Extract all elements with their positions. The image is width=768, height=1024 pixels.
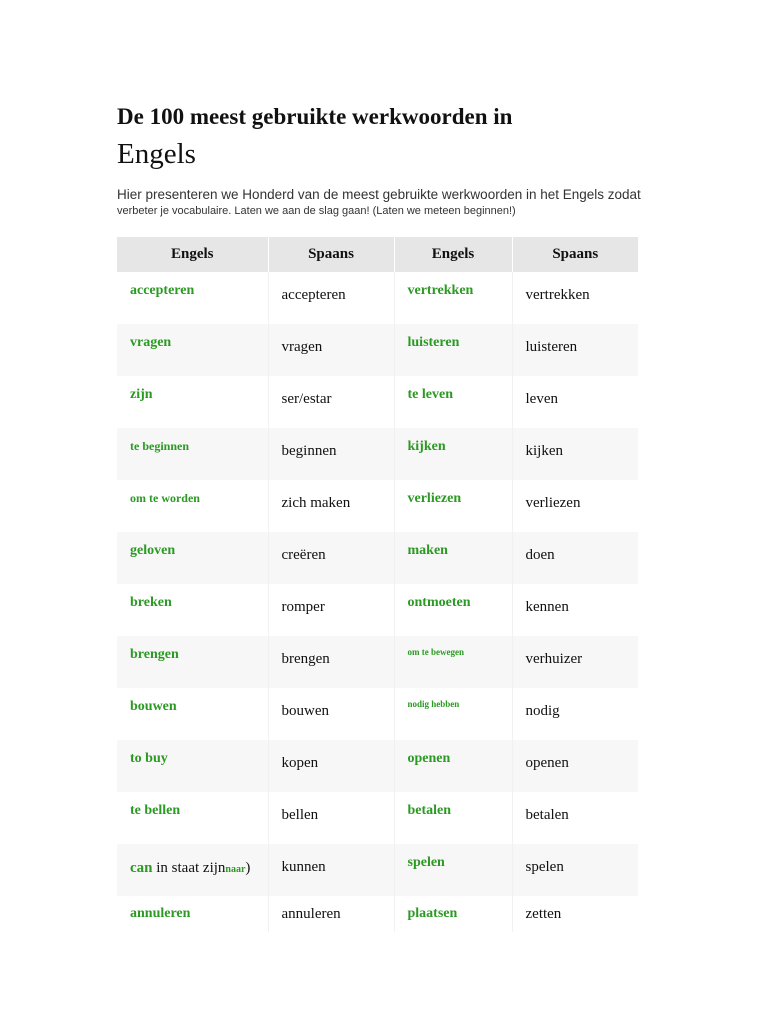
translation: ser/estar [281, 391, 332, 407]
table-cell [512, 740, 638, 792]
english-verb: nodig hebben [407, 699, 460, 709]
english-verb-close-paren: ) [245, 860, 251, 876]
table-cell [394, 324, 512, 376]
table-cell [117, 792, 268, 844]
translation: luisteren [525, 339, 578, 355]
table-row [117, 376, 638, 428]
table-cell [268, 636, 394, 688]
table-cell [394, 896, 512, 932]
english-verb: to buy [130, 751, 168, 766]
english-verb: te beginnen [130, 439, 190, 453]
table-cell [394, 740, 512, 792]
translation: brengen [281, 651, 330, 667]
english-verb: luisteren [407, 335, 460, 350]
table-cell [268, 792, 394, 844]
english-verb-mixed [130, 844, 268, 877]
table-cell [394, 844, 512, 896]
translation: betalen [525, 807, 569, 823]
english-verb: zijn [130, 387, 153, 402]
table-cell [117, 636, 268, 688]
intro-line-2: verbeter je vocabulaire. Laten we aan de slag gaan! (Laten we meteen beginnen!) [117, 205, 516, 217]
translation: kennen [525, 599, 569, 615]
translation: spelen [525, 859, 564, 875]
english-verb: te bellen [130, 803, 181, 818]
document-page [117, 100, 641, 932]
table-cell [117, 844, 268, 896]
translation: annuleren [281, 906, 341, 922]
table-row [117, 532, 638, 584]
english-verb: spelen [407, 855, 445, 870]
table-header-row [117, 237, 638, 272]
table-cell [512, 324, 638, 376]
table-cell [394, 636, 512, 688]
table-cell [268, 272, 394, 324]
translation: creëren [281, 547, 326, 563]
table-cell [512, 272, 638, 324]
translation: zetten [525, 906, 562, 922]
translation: beginnen [281, 443, 337, 459]
translation: nodig [525, 703, 560, 719]
column-header-english: Engels [117, 237, 268, 272]
translation: vragen [281, 339, 323, 355]
table-cell [268, 324, 394, 376]
english-verb: maken [407, 543, 448, 558]
table-cell [268, 532, 394, 584]
table-cell [117, 376, 268, 428]
intro-line-1: Hier presenteren we Honderd van de meest gebruikte werkwoorden in het Engels zodat [117, 187, 641, 202]
translation: verliezen [525, 495, 581, 511]
table-row [117, 480, 638, 532]
english-verb: breken [130, 595, 172, 610]
table-cell [512, 428, 638, 480]
table-cell [512, 532, 638, 584]
english-verb: te leven [407, 387, 453, 402]
translation: bellen [281, 807, 319, 823]
table-cell [268, 480, 394, 532]
table-cell [117, 324, 268, 376]
table-cell [117, 428, 268, 480]
table-cell [394, 584, 512, 636]
english-verb: annuleren [130, 906, 191, 921]
page-title: De 100 meest gebruikte werkwoorden in [117, 104, 513, 129]
table-cell [394, 428, 512, 480]
table-cell [512, 792, 638, 844]
column-header-spanish: Spaans [512, 237, 638, 272]
table-cell [268, 428, 394, 480]
translation: kijken [525, 443, 563, 459]
table-cell [512, 584, 638, 636]
table-cell [117, 480, 268, 532]
table-row [117, 792, 638, 844]
table-cell [117, 740, 268, 792]
english-verb: om te worden [130, 491, 200, 505]
intro-paragraph [117, 186, 641, 220]
verb-table [117, 237, 638, 932]
english-verb: plaatsen [407, 906, 458, 921]
column-header-english: Engels [394, 237, 512, 272]
english-verb: accepteren [130, 283, 195, 298]
table-cell [512, 636, 638, 688]
table-cell [512, 896, 638, 932]
table-cell [117, 272, 268, 324]
table-row [117, 428, 638, 480]
table-row [117, 688, 638, 740]
table-cell [268, 584, 394, 636]
english-verb-can: can [130, 860, 153, 876]
translation: openen [525, 755, 569, 771]
english-verb: openen [407, 751, 451, 766]
table-cell [117, 896, 268, 932]
table-row [117, 896, 638, 932]
table-cell [512, 376, 638, 428]
english-verb: bouwen [130, 699, 177, 714]
table-cell [268, 376, 394, 428]
column-header-spanish: Spaans [268, 237, 394, 272]
table-cell [394, 376, 512, 428]
english-verb: ontmoeten [407, 595, 471, 610]
english-verb: geloven [130, 543, 176, 558]
english-verb: vertrekken [407, 283, 474, 298]
table-cell [394, 272, 512, 324]
translation: vertrekken [525, 287, 590, 303]
table-cell [268, 688, 394, 740]
english-verb-note: in staat zijn [152, 860, 226, 876]
english-verb-naar: naar [225, 864, 246, 875]
table-cell [268, 844, 394, 896]
table-cell [268, 740, 394, 792]
table-cell [512, 480, 638, 532]
translation: verhuizer [525, 651, 583, 667]
table-cell [394, 532, 512, 584]
translation: romper [281, 599, 325, 615]
english-verb: verliezen [407, 491, 462, 506]
table-row [117, 636, 638, 688]
table-row [117, 584, 638, 636]
table-row [117, 740, 638, 792]
table-cell [512, 688, 638, 740]
table-cell [394, 480, 512, 532]
english-verb: kijken [407, 439, 446, 454]
table-cell [117, 584, 268, 636]
table-cell [394, 688, 512, 740]
english-verb: vragen [130, 335, 172, 350]
english-verb: betalen [407, 803, 452, 818]
translation: accepteren [281, 287, 346, 303]
translation: kopen [281, 755, 319, 771]
table-cell [512, 844, 638, 896]
page-title-continued: Engels [117, 138, 196, 170]
table-cell [117, 532, 268, 584]
translation: doen [525, 547, 555, 563]
table-cell [394, 792, 512, 844]
table-row [117, 272, 638, 324]
translation: bouwen [281, 703, 329, 719]
table-cell [268, 896, 394, 932]
table-cell [117, 688, 268, 740]
translation: leven [525, 391, 558, 407]
table-row [117, 324, 638, 376]
english-verb: brengen [130, 647, 179, 662]
english-verb: om te bewegen [407, 647, 464, 657]
translation: zich maken [281, 495, 351, 511]
translation: kunnen [281, 859, 326, 875]
table-row [117, 844, 638, 896]
